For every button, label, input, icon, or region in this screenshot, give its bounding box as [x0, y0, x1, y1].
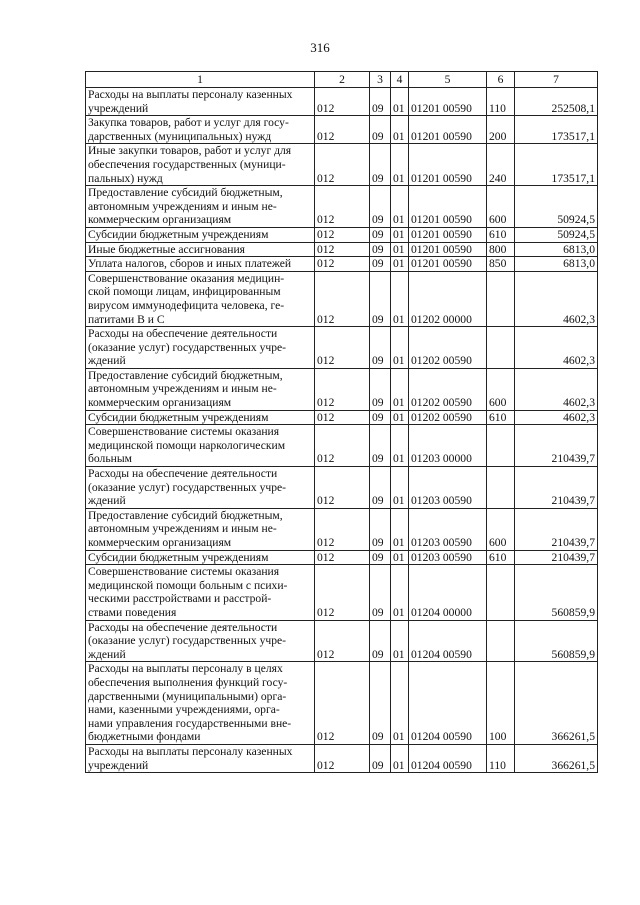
expense-name-line: Совершенствование системы оказания [88, 565, 280, 579]
ministry-code: 012 [315, 116, 370, 144]
expense-type-code: 610 [487, 410, 515, 425]
amount: 560859,9 [515, 620, 598, 662]
expense-name-line: автономным учреждениям и иным не- [88, 522, 277, 536]
expense-name-line: (оказание услуг) государственных учре- [88, 340, 287, 354]
expense-name-line: Предоставление субсидий бюджетным, [88, 368, 283, 382]
target-article-code: 01201 00590 [409, 257, 487, 272]
amount: 366261,5 [515, 744, 598, 772]
table-row [86, 242, 598, 257]
target-article-code: 01204 00000 [409, 565, 487, 620]
expense-name [86, 565, 315, 620]
expense-name-line: нами, казенными учреждениями, орга- [88, 703, 280, 717]
subsection-code: 01 [391, 368, 409, 410]
amount: 210439,7 [515, 508, 598, 550]
subsection-code: 01 [391, 227, 409, 242]
section-code: 09 [370, 467, 391, 509]
table-row [86, 550, 598, 565]
expense-name-line: коммерческим организациям [88, 536, 232, 549]
budget-table [85, 71, 598, 773]
table-row [86, 565, 598, 620]
table-row [86, 144, 598, 186]
column-header: 5 [409, 72, 487, 88]
section-code: 09 [370, 227, 391, 242]
amount: 210439,7 [515, 425, 598, 467]
expense-name [86, 186, 315, 228]
ministry-code: 012 [315, 271, 370, 326]
ministry-code: 012 [315, 620, 370, 662]
expense-name-line: медицинской помощи наркологическим [88, 438, 286, 452]
column-header: 6 [487, 72, 515, 88]
subsection-code: 01 [391, 565, 409, 620]
expense-name-line: учреждений [88, 101, 149, 115]
target-article-code: 01202 00590 [409, 327, 487, 369]
expense-type-code: 110 [487, 88, 515, 116]
subsection-code: 01 [391, 425, 409, 467]
ministry-code: 012 [315, 508, 370, 550]
ministry-code: 012 [315, 227, 370, 242]
expense-name-line: Иные закупки товаров, работ и услуг для [88, 144, 292, 158]
target-article-code: 01203 00590 [409, 508, 487, 550]
expense-type-code: 800 [487, 242, 515, 257]
ministry-code: 012 [315, 467, 370, 509]
expense-name [86, 257, 315, 272]
expense-type-code: 100 [487, 662, 515, 745]
section-code: 09 [370, 550, 391, 565]
expense-type-code: 240 [487, 144, 515, 186]
expense-name-line: Расходы на обеспечение деятельности [88, 620, 278, 634]
section-code: 09 [370, 144, 391, 186]
expense-name [86, 327, 315, 369]
column-header: 1 [86, 72, 315, 88]
expense-name-line: дарственными (муниципальными) орга- [88, 689, 287, 703]
section-code: 09 [370, 662, 391, 745]
section-code: 09 [370, 186, 391, 228]
expense-name [86, 116, 315, 144]
expense-name [86, 144, 315, 186]
expense-name-line: Предоставление субсидий бюджетным, [88, 508, 283, 522]
expense-name [86, 227, 315, 242]
expense-type-code: 610 [487, 550, 515, 565]
column-header: 3 [370, 72, 391, 88]
table-row [86, 327, 598, 369]
table-row [86, 186, 598, 228]
expense-type-code [487, 271, 515, 326]
ministry-code: 012 [315, 662, 370, 745]
target-article-code: 01204 00590 [409, 744, 487, 772]
expense-type-code: 600 [487, 368, 515, 410]
expense-name-line: Совершенствование оказания медицин- [88, 271, 285, 285]
expense-name [86, 242, 315, 257]
ministry-code: 012 [315, 550, 370, 565]
amount: 210439,7 [515, 550, 598, 565]
target-article-code: 01203 00590 [409, 467, 487, 509]
expense-name-line: Расходы на обеспечение деятельности [88, 467, 278, 481]
ministry-code: 012 [315, 410, 370, 425]
expense-type-code [487, 467, 515, 509]
table-row [86, 271, 598, 326]
section-code: 09 [370, 327, 391, 369]
subsection-code: 01 [391, 744, 409, 772]
expense-type-code [487, 620, 515, 662]
ministry-code: 012 [315, 144, 370, 186]
expense-name-line: ждений [88, 354, 126, 368]
expense-name-line: Субсидии бюджетным учреждениям [88, 227, 269, 241]
expense-name-line: ческими расстройствами и расстрой- [88, 592, 272, 606]
expense-name-line: Субсидии бюджетным учреждениям [88, 410, 269, 424]
expense-name-line: Субсидии бюджетным учреждениям [88, 550, 269, 564]
expense-name-line: медицинской помощи больным с психи- [88, 578, 288, 592]
expense-type-code: 200 [487, 116, 515, 144]
ministry-code: 012 [315, 257, 370, 272]
table-row [86, 88, 598, 116]
amount: 4602,3 [515, 368, 598, 410]
expense-name [86, 410, 315, 425]
table-row [86, 508, 598, 550]
expense-name-line: патитами В и С [88, 312, 165, 326]
target-article-code: 01204 00590 [409, 620, 487, 662]
section-code: 09 [370, 620, 391, 662]
expense-name-line: коммерческим организациям [88, 396, 232, 410]
table-row [86, 116, 598, 144]
expense-name [86, 271, 315, 326]
subsection-code: 01 [391, 550, 409, 565]
expense-type-code [487, 425, 515, 467]
expense-type-code: 600 [487, 186, 515, 228]
table-row [86, 257, 598, 272]
amount: 50924,5 [515, 186, 598, 228]
target-article-code: 01201 00590 [409, 242, 487, 257]
expense-name-line: Расходы на выплаты персоналу казенных [88, 88, 293, 101]
expense-name [86, 620, 315, 662]
expense-type-code: 110 [487, 744, 515, 772]
expense-name-line: Предоставление субсидий бюджетным, [88, 186, 283, 200]
expense-name-line: автономным учреждениям и иным не- [88, 199, 277, 213]
amount: 210439,7 [515, 467, 598, 509]
expense-name-line: Иные бюджетные ассигнования [88, 242, 245, 256]
table-row [86, 467, 598, 509]
expense-name-line: дарственных (муниципальных) нужд [88, 129, 272, 143]
section-code: 09 [370, 257, 391, 272]
subsection-code: 01 [391, 271, 409, 326]
target-article-code: 01201 00590 [409, 227, 487, 242]
ministry-code: 012 [315, 565, 370, 620]
subsection-code: 01 [391, 257, 409, 272]
expense-name-line: нами управления государственными вне- [88, 716, 292, 730]
target-article-code: 01203 00590 [409, 550, 487, 565]
expense-name [86, 550, 315, 565]
section-code: 09 [370, 425, 391, 467]
subsection-code: 01 [391, 327, 409, 369]
expense-name-line: Уплата налогов, сборов и иных платежей [88, 257, 292, 271]
amount: 4602,3 [515, 271, 598, 326]
table-row [86, 744, 598, 772]
amount: 50924,5 [515, 227, 598, 242]
amount: 6813,0 [515, 242, 598, 257]
expense-type-code: 600 [487, 508, 515, 550]
expense-name-line: ствами поведения [88, 605, 177, 619]
target-article-code: 01201 00590 [409, 88, 487, 116]
section-code: 09 [370, 410, 391, 425]
ministry-code: 012 [315, 425, 370, 467]
subsection-code: 01 [391, 620, 409, 662]
header-row [86, 72, 598, 88]
subsection-code: 01 [391, 144, 409, 186]
subsection-code: 01 [391, 116, 409, 144]
amount: 366261,5 [515, 662, 598, 745]
expense-name-line: ждений [88, 647, 126, 661]
expense-name-line: больным [88, 452, 132, 466]
expense-name-line: пальных) нужд [88, 171, 163, 185]
subsection-code: 01 [391, 662, 409, 745]
expense-name-line: ской помощи лицам, инфицированным [88, 285, 281, 299]
subsection-code: 01 [391, 508, 409, 550]
expense-name-line: автономным учреждениям и иным не- [88, 382, 277, 396]
amount: 4602,3 [515, 327, 598, 369]
expense-name-line: Расходы на выплаты персоналу в целях [88, 662, 283, 676]
expense-name-line: Закупка товаров, работ и услуг для госу- [88, 116, 289, 130]
expense-name-line: учреждений [88, 758, 149, 772]
target-article-code: 01201 00590 [409, 144, 487, 186]
expense-name-line: обеспечения выполнения функций госу- [88, 675, 288, 689]
section-code: 09 [370, 508, 391, 550]
subsection-code: 01 [391, 88, 409, 116]
section-code: 09 [370, 116, 391, 144]
ministry-code: 012 [315, 88, 370, 116]
expense-type-code [487, 565, 515, 620]
subsection-code: 01 [391, 467, 409, 509]
expense-name-line: Расходы на выплаты персоналу казенных [88, 744, 293, 758]
target-article-code: 01203 00000 [409, 425, 487, 467]
page-number: 316 [310, 40, 330, 55]
column-header: 7 [515, 72, 598, 88]
subsection-code: 01 [391, 242, 409, 257]
target-article-code: 01204 00590 [409, 662, 487, 745]
table-row [86, 368, 598, 410]
table-row [86, 620, 598, 662]
expense-name [86, 744, 315, 772]
table-row [86, 227, 598, 242]
target-article-code: 01201 00590 [409, 186, 487, 228]
expense-type-code: 610 [487, 227, 515, 242]
ministry-code: 012 [315, 327, 370, 369]
amount: 4602,3 [515, 410, 598, 425]
table-row [86, 662, 598, 745]
section-code: 09 [370, 271, 391, 326]
section-code: 09 [370, 744, 391, 772]
expense-name-line: бюджетными фондами [88, 730, 201, 744]
expense-name [86, 508, 315, 550]
expense-name-line: (оказание услуг) государственных учре- [88, 634, 287, 648]
amount: 173517,1 [515, 144, 598, 186]
amount: 6813,0 [515, 257, 598, 272]
subsection-code: 01 [391, 186, 409, 228]
ministry-code: 012 [315, 744, 370, 772]
expense-name [86, 662, 315, 745]
target-article-code: 01202 00590 [409, 410, 487, 425]
expense-name-line: коммерческим организациям [88, 213, 232, 227]
expense-name-line: ждений [88, 494, 126, 508]
ministry-code: 012 [315, 186, 370, 228]
section-code: 09 [370, 368, 391, 410]
expense-type-code [487, 327, 515, 369]
expense-name [86, 368, 315, 410]
table-row [86, 410, 598, 425]
ministry-code: 012 [315, 242, 370, 257]
amount: 173517,1 [515, 116, 598, 144]
expense-name-line: Совершенствование системы оказания [88, 425, 280, 439]
column-header: 2 [315, 72, 370, 88]
subsection-code: 01 [391, 410, 409, 425]
target-article-code: 01202 00590 [409, 368, 487, 410]
expense-name [86, 425, 315, 467]
expense-name-line: вирусом иммунодефицита человека, ге- [88, 298, 285, 312]
section-code: 09 [370, 565, 391, 620]
amount: 252508,1 [515, 88, 598, 116]
expense-name-line: обеспечения государственных (муници- [88, 157, 286, 171]
ministry-code: 012 [315, 368, 370, 410]
column-header: 4 [391, 72, 409, 88]
section-code: 09 [370, 88, 391, 116]
table-row [86, 425, 598, 467]
section-code: 09 [370, 242, 391, 257]
target-article-code: 01202 00000 [409, 271, 487, 326]
expense-name-line: Расходы на обеспечение деятельности [88, 327, 278, 341]
amount: 560859,9 [515, 565, 598, 620]
expense-name [86, 467, 315, 509]
expense-name [86, 88, 315, 116]
expense-type-code: 850 [487, 257, 515, 272]
target-article-code: 01201 00590 [409, 116, 487, 144]
expense-name-line: (оказание услуг) государственных учре- [88, 480, 287, 494]
